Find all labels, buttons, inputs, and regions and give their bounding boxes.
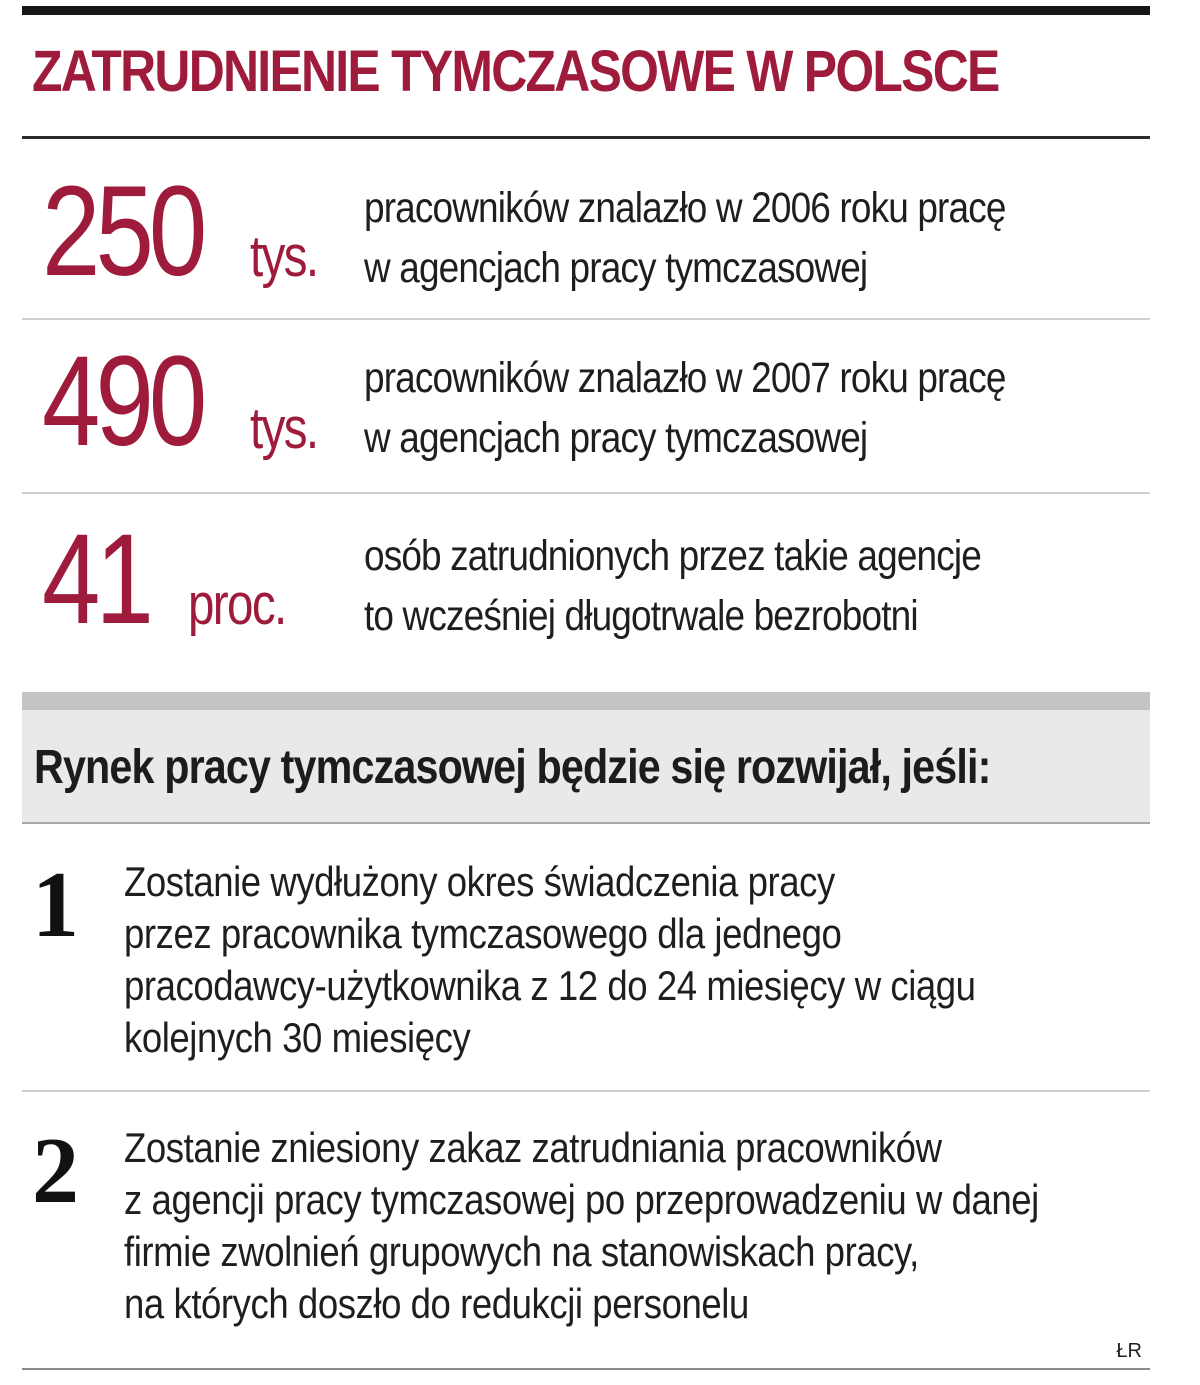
condition-line: firmie zwolnień grupowych na stanowiskach pracy,	[124, 1228, 919, 1275]
condition-line: Zostanie zniesiony zakaz zatrudniania pracowników	[124, 1124, 942, 1171]
stat-divider	[22, 318, 1150, 320]
condition-divider	[22, 1090, 1150, 1092]
top-rule	[22, 6, 1150, 15]
condition-text	[124, 856, 1154, 1064]
condition-line: z agencji pracy tymczasowej po przeprowadzeniu w danej	[124, 1176, 1039, 1223]
stat-description-line: w agencjach pracy tymczasowej	[364, 244, 868, 292]
stat-value: 490	[42, 330, 203, 473]
stat-description	[364, 526, 1154, 646]
stat-value: 250	[42, 160, 203, 303]
infographic-title: ZATRUDNIENIE TYMCZASOWE W POLSCE	[32, 39, 999, 104]
condition-line: na których doszło do redukcji personelu	[124, 1280, 749, 1327]
section-band-top	[22, 692, 1150, 710]
title-divider	[22, 136, 1150, 139]
section-heading: Rynek pracy tymczasowej będzie się rozwijał, jeśli:	[34, 741, 991, 794]
condition-number: 1	[32, 853, 79, 957]
condition-line: przez pracownika tymczasowego dla jednego	[124, 910, 842, 957]
stat-description-line: pracowników znalazło w 2007 roku pracę	[364, 354, 1006, 402]
bottom-rule	[22, 1368, 1150, 1370]
stat-description	[364, 348, 1154, 468]
condition-text	[124, 1122, 1154, 1330]
stat-description-line: w agencjach pracy tymczasowej	[364, 414, 868, 462]
condition-line: Zostanie wydłużony okres świadczenia pracy	[124, 858, 835, 905]
section-divider	[22, 822, 1150, 824]
stat-description-line: pracowników znalazło w 2006 roku pracę	[364, 184, 1006, 232]
stat-description-line: osób zatrudnionych przez takie agencje	[364, 532, 981, 580]
stat-unit: tys.	[250, 396, 318, 461]
stat-value: 41	[42, 508, 149, 651]
stat-divider	[22, 492, 1150, 494]
condition-number: 2	[32, 1119, 79, 1223]
infographic	[22, 0, 1150, 1385]
condition-line: kolejnych 30 miesięcy	[124, 1014, 471, 1061]
stat-unit: proc.	[188, 572, 286, 637]
author-credit: ŁR	[1116, 1340, 1142, 1362]
stat-unit: tys.	[250, 224, 318, 289]
condition-line: pracodawcy-użytkownika z 12 do 24 miesięcy w ciągu	[124, 962, 976, 1009]
stat-description-line: to wcześniej długotrwale bezrobotni	[364, 592, 918, 640]
stat-description	[364, 178, 1154, 298]
